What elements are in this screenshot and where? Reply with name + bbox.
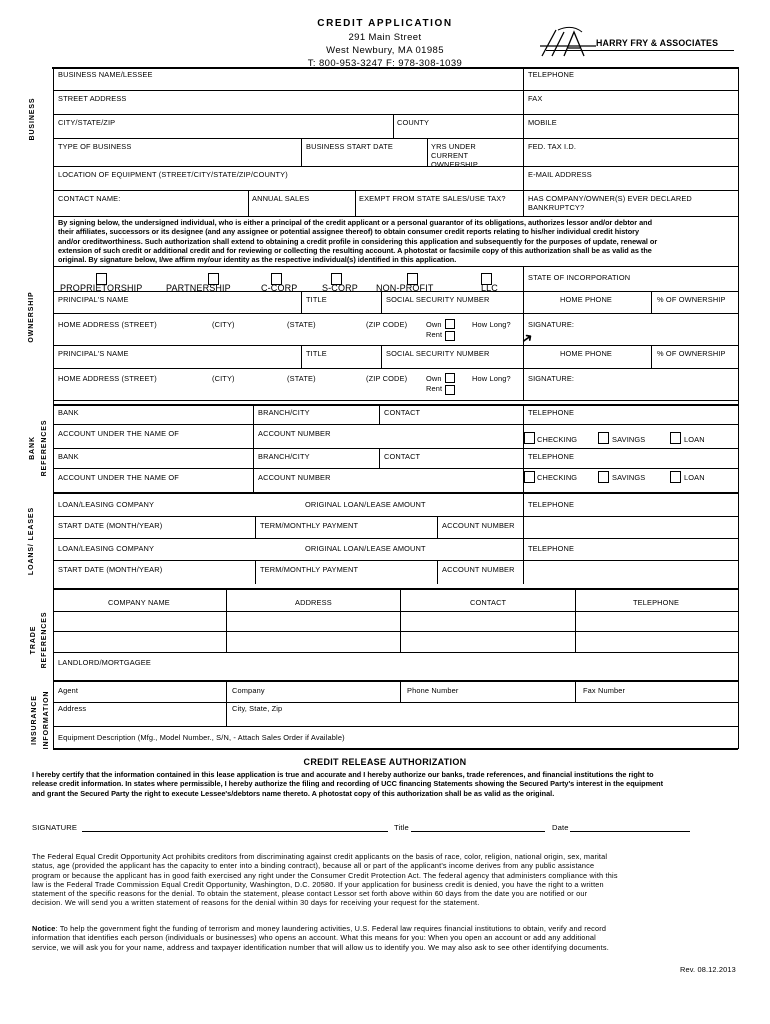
ecoa-line: decision. We will send you a written statement of reasons for the denial within 30 days for receiving your request for the statement.: [32, 898, 480, 908]
loan-checkbox[interactable]: [670, 432, 681, 444]
checking-checkbox[interactable]: [524, 471, 535, 483]
release-date-label: Date: [552, 823, 569, 832]
consent-paragraph: [58, 218, 734, 264]
business-type-label: TYPE OF BUSINESS: [58, 142, 132, 151]
principal-title-label: TITLE: [306, 295, 327, 304]
annual-sales-label: ANNUAL SALES: [252, 194, 310, 203]
checking-label: CHECKING: [537, 473, 578, 482]
consent-line: and/or creditworthiness. Such authorization shall extend to obtaining a credit profile in considering this application and subsequently for the purposes of update, renewal or: [58, 236, 658, 246]
bank-telephone-label: TELEPHONE: [528, 452, 575, 461]
ssn-label: SOCIAL SECURITY NUMBER: [386, 349, 490, 358]
section-label-insurance-information: INFORMATION: [43, 690, 50, 750]
trade-address-label: ADDRESS: [295, 598, 332, 607]
rent-label: Rent: [426, 330, 443, 339]
ssn-label: SOCIAL SECURITY NUMBER: [386, 295, 490, 304]
checking-checkbox[interactable]: [524, 432, 535, 444]
ecoa-paragraph: [32, 852, 744, 908]
how-long-label: How Long?: [472, 374, 511, 383]
savings-checkbox[interactable]: [598, 432, 609, 444]
section-label-bank: BANK: [29, 436, 36, 460]
section-label-trade-references: REFERENCES: [41, 611, 48, 669]
loan-account-label: ACCOUNT NUMBER: [442, 565, 515, 574]
insurance-phone-label: Phone Number: [407, 686, 459, 695]
signature-label: SIGNATURE:: [528, 320, 575, 329]
consent-line: extension of such credit or additional credit and for reviewing or collecting the resulting account. A photostat or facsimile copy of this authorization shall be as valid as the: [58, 245, 652, 255]
notice-line: service, we will ask you for your name, address and taxpayer identification number that will allow us to identify you. We may also ask to see other identifying documents.: [32, 942, 609, 952]
header-phones: T: 800-953-3247 F: 978-308-1039: [307, 58, 463, 69]
account-number-label: ACCOUNT NUMBER: [258, 473, 331, 482]
header-street: 291 Main Street: [348, 32, 422, 43]
header-city: West Newbury, MA 01985: [326, 45, 444, 56]
own-label: Own: [426, 320, 442, 329]
own-checkbox[interactable]: [445, 373, 455, 383]
loan-term-label: TERM/MONTHLY PAYMENT: [260, 521, 359, 530]
loan-start-date-label: START DATE (MONTH/YEAR): [58, 521, 163, 530]
logo-mark-icon: [538, 26, 600, 58]
ownership-percent-label: % OF OWNERSHIP: [657, 295, 726, 304]
landlord-label: LANDLORD/MORTGAGEE: [58, 658, 151, 667]
notice-paragraph: [32, 924, 744, 952]
bank-contact-label: CONTACT: [384, 452, 421, 461]
revision-date: Rev. 08.12.2013: [680, 965, 736, 974]
consent-line: original. By signature below, I/we affirm my/our identity as the respective individual(s) identified in this application.: [58, 255, 457, 265]
insurance-company-label: Company: [232, 686, 265, 695]
business-name-label: BUSINESS NAME/LESSEE: [58, 70, 153, 79]
release-line: and grant the Secured Party the right to execute Lessee's/debtors name thereto. A photostat copy of this authorization shall be as valid as the original.: [32, 788, 555, 798]
loan-start-date-label: START DATE (MONTH/YEAR): [58, 565, 163, 574]
credit-release-title: CREDIT RELEASE AUTHORIZATION: [303, 757, 467, 767]
years-ownership-label-1: YRS UNDER: [431, 142, 476, 151]
account-name-label: ACCOUNT UNDER THE NAME OF: [58, 429, 179, 438]
ecoa-line: program or because the applicant has in good faith exercised any right under the Consumer Credit Protection Act. The federal agency that administers compliance with this: [32, 870, 618, 880]
home-city-label: (CITY): [212, 320, 235, 329]
loan-telephone-label: TELEPHONE: [528, 500, 575, 509]
county-label: COUNTY: [397, 118, 430, 127]
savings-checkbox[interactable]: [598, 471, 609, 483]
consent-line: their affiliates, successors or its designee (and any assignee or potential assignee thereof) to obtain consumer credit reports relating to his/her individual credit history: [58, 227, 640, 237]
insurance-fax-label: Fax Number: [583, 686, 626, 695]
ownership-percent-label: % OF OWNERSHIP: [657, 349, 726, 358]
bank-contact-label: CONTACT: [384, 408, 421, 417]
section-label-trade: TRADE: [30, 625, 37, 655]
llc-label: LLC: [481, 283, 498, 293]
original-amount-label: ORIGINAL LOAN/LEASE AMOUNT: [305, 544, 426, 553]
street-address-label: STREET ADDRESS: [58, 94, 127, 103]
loan-checkbox[interactable]: [670, 471, 681, 483]
home-phone-label: HOME PHONE: [560, 295, 613, 304]
rent-checkbox[interactable]: [445, 331, 455, 341]
bank-telephone-label: TELEPHONE: [528, 408, 575, 417]
ecoa-line: The Federal Equal Credit Opportunity Act prohibits creditors from discriminating against credit applicants on the basis of race, color, religion, national origin, sex, marital: [32, 852, 608, 861]
principal-name-label: PRINCIPAL'S NAME: [58, 349, 129, 358]
home-state-label: (STATE): [287, 320, 316, 329]
sales-tax-exempt-label: EXEMPT FROM STATE SALES/USE TAX?: [359, 194, 506, 203]
business-telephone-label: TELEPHONE: [528, 70, 575, 79]
home-address-label: HOME ADDRESS (STREET): [58, 374, 157, 383]
logo-rule: [546, 50, 734, 51]
account-number-label: ACCOUNT NUMBER: [258, 429, 331, 438]
release-line: I hereby certify that the information contained in this lease application is true and accurate and I hereby authorize our banks, trade references, and financial institutions the right to: [32, 770, 654, 779]
ecoa-line: law is the Federal Trade Commission Equal Credit Opportunity, Washington, D.C. 20580. If your application for business credit is denied, you have the right to a written: [32, 879, 604, 889]
loan-company-label: LOAN/LEASING COMPANY: [58, 500, 155, 509]
savings-label: SAVINGS: [612, 435, 646, 444]
consent-line: By signing below, the undersigned individual, who is either a principal of the credit applicant or a personal guarantor of its obligations, authorizes lessor and/or debtor and: [58, 218, 653, 227]
home-zip-label: (ZIP CODE): [366, 320, 408, 329]
trade-contact-label: CONTACT: [470, 598, 507, 607]
bankruptcy-label-1: HAS COMPANY/OWNER(S) EVER DECLARED: [528, 194, 692, 203]
state-of-incorporation-label: STATE OF INCORPORATION: [528, 273, 631, 282]
s-corp-label: S-CORP: [322, 283, 358, 293]
sign-here-arrow-icon: ➜: [517, 328, 537, 348]
release-line: release credit information. In states where permissible, I hereby authorize the filing and recording of UCC financing Statements showing the Secured Party's interest in the equipment: [32, 779, 664, 789]
home-state-label: (STATE): [287, 374, 316, 383]
loan-account-label: ACCOUNT NUMBER: [442, 521, 515, 530]
loan-telephone-label: TELEPHONE: [528, 544, 575, 553]
own-checkbox[interactable]: [445, 319, 455, 329]
loan-label: LOAN: [684, 435, 705, 444]
years-ownership-label-2: CURRENT: [431, 151, 469, 160]
equipment-description-label: Equipment Description (Mfg., Model Number., S/N, - Attach Sales Order if Available): [58, 733, 345, 742]
company-name: HARRY FRY & ASSOCIATES: [596, 38, 719, 48]
bank-branch-label: BRANCH/CITY: [258, 452, 310, 461]
partnership-label: PARTNERSHIP: [166, 283, 231, 293]
section-label-loans-leases: LOANS/ LEASES: [28, 506, 35, 576]
contact-name-label: CONTACT NAME:: [58, 194, 121, 203]
bank-branch-label: BRANCH/CITY: [258, 408, 310, 417]
own-label: Own: [426, 374, 442, 383]
section-label-ownership: OWNERSHIP: [28, 291, 35, 343]
c-corp-label: C-CORP: [261, 283, 298, 293]
fax-label: FAX: [528, 94, 543, 103]
bank-name-label: BANK: [58, 452, 79, 461]
notice-line: : To help the government fight the funding of terrorism and money laundering activities, U.S. Federal law requires financial institutions to obtain, verify and record: [55, 924, 607, 933]
loan-label: LOAN: [684, 473, 705, 482]
section-label-insurance: INSURANCE: [31, 695, 38, 745]
home-address-label: HOME ADDRESS (STREET): [58, 320, 157, 329]
home-phone-label: HOME PHONE: [560, 349, 613, 358]
principal-title-label: TITLE: [306, 349, 327, 358]
proprietorship-label: PROPRIETORSHIP: [60, 283, 143, 293]
ecoa-line: status, age (provided the applicant has the capacity to enter into a binding contract), because all or part of the applicant's income derives from any public assistance: [32, 861, 595, 871]
page-title: CREDIT APPLICATION: [317, 18, 453, 29]
email-label: E-MAIL ADDRESS: [528, 170, 592, 179]
loan-term-label: TERM/MONTHLY PAYMENT: [260, 565, 359, 574]
signature-label: SIGNATURE:: [528, 374, 575, 383]
savings-label: SAVINGS: [612, 473, 646, 482]
signature-line[interactable]: [82, 831, 388, 832]
bankruptcy-label-2: BANKRUPTCY?: [528, 203, 585, 212]
rent-label: Rent: [426, 384, 443, 393]
trade-company-label: COMPANY NAME: [108, 598, 170, 607]
section-label-business: BUSINESS: [29, 97, 36, 141]
home-city-label: (CITY): [212, 374, 235, 383]
title-line[interactable]: [411, 831, 545, 832]
loan-company-label: LOAN/LEASING COMPANY: [58, 544, 155, 553]
fed-tax-id-label: FED. TAX I.D.: [528, 142, 577, 151]
section-label-bank-references: REFERENCES: [41, 419, 48, 477]
rent-checkbox[interactable]: [445, 385, 455, 395]
account-name-label: ACCOUNT UNDER THE NAME OF: [58, 473, 179, 482]
date-line[interactable]: [570, 831, 690, 832]
mobile-label: MOBILE: [528, 118, 557, 127]
company-logo: [538, 26, 600, 58]
insurance-address-label: Address: [58, 704, 87, 713]
principal-name-label: PRINCIPAL'S NAME: [58, 295, 129, 304]
agent-label: Agent: [58, 686, 79, 695]
bank-name-label: BANK: [58, 408, 79, 417]
business-start-date-label: BUSINESS START DATE: [306, 142, 393, 151]
notice-label: Notice: [32, 924, 56, 933]
release-title-label: Title: [394, 823, 409, 832]
notice-line: information that identifies each person (individuals or businesses) who opens an account. What this means for you: When you open an account or add any additional: [32, 933, 596, 943]
home-zip-label: (ZIP CODE): [366, 374, 408, 383]
years-ownership-label-3: OWNERSHIP: [431, 160, 478, 169]
insurance-city-state-zip-label: City, State, Zip: [232, 704, 283, 713]
trade-telephone-label: TELEPHONE: [633, 598, 680, 607]
credit-release-paragraph: [32, 770, 744, 798]
original-amount-label: ORIGINAL LOAN/LEASE AMOUNT: [305, 500, 426, 509]
how-long-label: How Long?: [472, 320, 511, 329]
release-signature-label: SIGNATURE: [32, 823, 78, 832]
equipment-location-label: LOCATION OF EQUIPMENT (STREET/CITY/STATE/ZIP/COUNTY): [58, 170, 288, 179]
ecoa-line: statement of the specific reasons for the denial. To obtain the statement, please contact Lessor set forth above within 60 days from the date you are notified or our: [32, 889, 588, 899]
checking-label: CHECKING: [537, 435, 578, 444]
non-profit-label: NON-PROFIT: [376, 283, 434, 293]
city-state-zip-label: CITY/STATE/ZIP: [58, 118, 116, 127]
